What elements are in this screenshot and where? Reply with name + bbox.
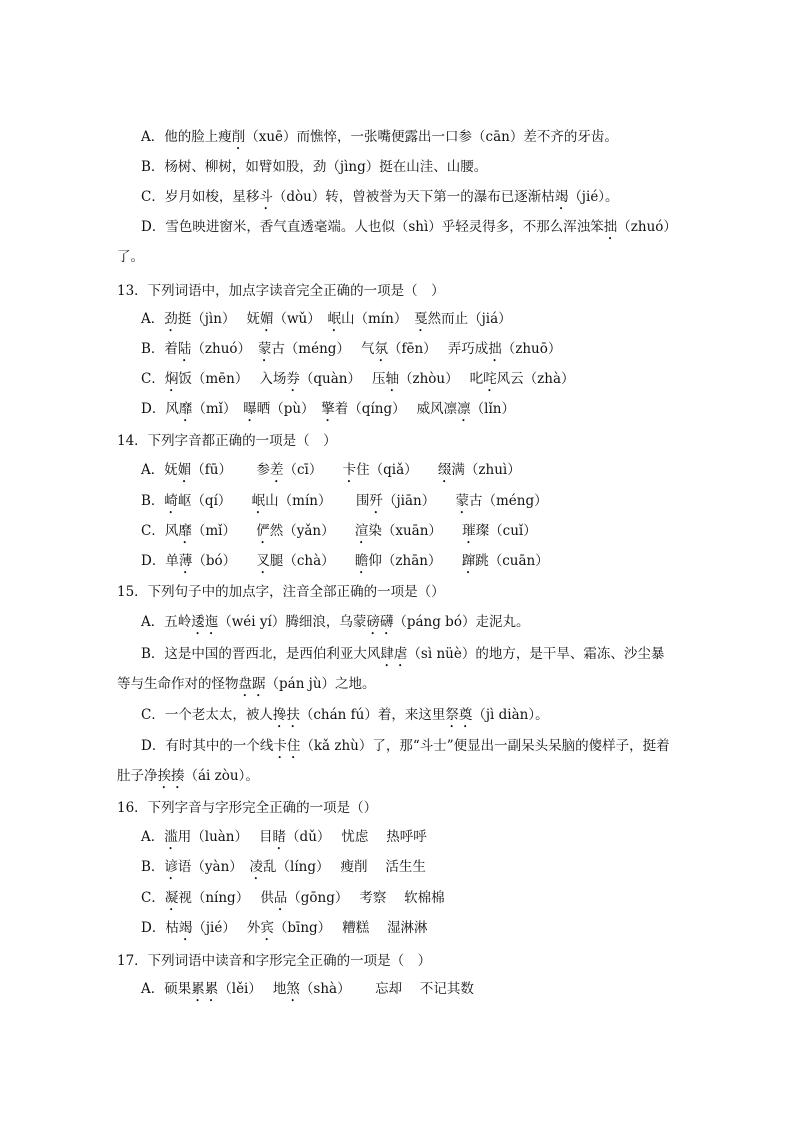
- text-segment: （dòu）转，曾被誉为天下第一的瀑布已逐渐枯: [272, 189, 555, 205]
- option-continuation: [117, 675, 376, 700]
- answer-option: [141, 889, 445, 914]
- answer-option: [141, 158, 487, 176]
- dotted-character: 品: [273, 890, 288, 906]
- dotted-character: 肆虐: [380, 646, 408, 662]
- dotted-character: 崎: [164, 493, 178, 509]
- text-segment: 16．下列字音与字形完全正确的一项是（）: [117, 800, 378, 816]
- text-segment: D．风: [141, 401, 179, 417]
- dotted-character: 滥: [164, 829, 178, 845]
- text-segment: 山（mín） 围: [265, 493, 370, 509]
- text-segment: 山（mín）: [341, 311, 415, 327]
- text-segment: A．妩: [141, 462, 178, 478]
- answer-option: [141, 645, 664, 670]
- dotted-character: 斗: [259, 189, 273, 205]
- dotted-character: 盘踞: [238, 676, 266, 692]
- dotted-character: 凛: [457, 401, 471, 417]
- text-segment: （lěi） 地: [218, 981, 287, 997]
- text-segment: 古（méng） 气: [271, 341, 375, 357]
- text-segment: 15．下列句子中的加点字，注音全部正确的一项是（）: [117, 584, 445, 600]
- text-segment: （jié） 外: [192, 920, 261, 936]
- text-segment: （gōng） 考察 软棉棉: [287, 890, 445, 906]
- answer-option: [141, 980, 474, 1005]
- dotted-character: 璀: [462, 523, 476, 539]
- question-stem: [117, 432, 337, 450]
- text-segment: 仰（zhān）: [368, 553, 462, 569]
- dotted-character: 差: [269, 462, 284, 478]
- text-segment: 了。: [117, 249, 144, 265]
- text-segment: 璨（cuǐ）: [475, 523, 537, 539]
- text-segment: C．岁月如梭，星移: [141, 189, 260, 205]
- answer-option: [141, 522, 537, 547]
- text-segment: （dǔ） 忧虑 热呼呼: [286, 829, 427, 845]
- text-segment: C．: [141, 890, 165, 906]
- dotted-character: 瞻: [354, 553, 369, 569]
- text-segment: 晒（pù）: [256, 401, 322, 417]
- answer-option: [141, 310, 512, 335]
- text-segment: （sì nüè）的地方，是干旱、霜冻、沙尘暴: [407, 646, 665, 662]
- text-segment: A．: [141, 311, 165, 327]
- dotted-character: 擎: [321, 401, 335, 417]
- option-continuation: [117, 248, 144, 266]
- dotted-character: 靡: [178, 523, 192, 539]
- text-segment: （quàn） 压: [299, 371, 386, 387]
- answer-option: [141, 858, 426, 883]
- answer-option: [141, 188, 619, 213]
- text-segment: （zhuó）: [191, 341, 258, 357]
- text-segment: （mǐ）: [192, 401, 244, 417]
- text-segment: （cī）: [283, 462, 343, 478]
- dotted-character: 祭奠: [445, 707, 473, 723]
- text-segment: D．有时其中的一个线: [141, 738, 274, 754]
- text-segment: D．单: [141, 553, 179, 569]
- text-segment: 挺（jìn） 妩: [177, 311, 260, 327]
- text-segment: 住（qiǎ）: [356, 462, 438, 478]
- question-stem: [117, 799, 377, 817]
- text-segment: A．硕果: [141, 981, 192, 997]
- answer-option: [141, 400, 515, 425]
- dotted-character: 蒙: [257, 341, 272, 357]
- option-continuation: [117, 767, 259, 792]
- text-segment: B．杨树、柳树，如臂如股，劲（jìng）挺在山洼、山腰。: [141, 159, 488, 175]
- text-segment: （zhuō）: [501, 341, 562, 357]
- dotted-character: 岷: [327, 311, 341, 327]
- dotted-character: 缀: [437, 462, 452, 478]
- dotted-character: 挨揍: [157, 768, 185, 784]
- question-stem: [117, 282, 445, 300]
- dotted-character: 歼: [369, 493, 383, 509]
- text-segment: 乱（líng） 瘦削 活生生: [263, 859, 426, 875]
- text-segment: （bīng） 糟糕 湿淋淋: [273, 920, 428, 936]
- answer-option: [141, 461, 521, 486]
- dotted-character: 曝: [243, 401, 257, 417]
- text-segment: B．着: [141, 341, 178, 357]
- text-segment: （wéi yí）腾细浪，乌蒙: [218, 614, 367, 630]
- dotted-character: 氛: [374, 341, 388, 357]
- text-segment: （zhuó）: [617, 219, 677, 235]
- answer-option: [141, 218, 677, 243]
- dotted-character: 蹿: [461, 553, 476, 569]
- text-segment: 17．下列词语中读音和字形完全正确的一项是（ ）: [117, 953, 432, 969]
- text-segment: C．: [141, 371, 165, 387]
- dotted-character: 媚: [260, 311, 274, 327]
- dotted-character: 俨: [256, 523, 270, 539]
- text-segment: （mǐ）: [191, 523, 257, 539]
- text-segment: C．风: [141, 523, 179, 539]
- text-segment: （chán fú）着，来这里: [299, 707, 446, 723]
- answer-option: [141, 919, 428, 944]
- dotted-character: 竭: [178, 920, 193, 936]
- answer-option: [141, 828, 427, 853]
- dotted-character: 岷: [251, 493, 266, 509]
- text-segment: （wǔ）: [273, 311, 328, 327]
- dotted-character: 轴: [385, 371, 399, 387]
- dotted-character: 卡住: [273, 738, 301, 754]
- dotted-character: 咤: [483, 371, 497, 387]
- dotted-character: 煞: [286, 981, 300, 997]
- dotted-character: 拙: [603, 219, 618, 235]
- text-segment: B．: [141, 859, 165, 875]
- text-segment: C．一个老太太，被人: [141, 707, 273, 723]
- dotted-character: 宾: [260, 920, 274, 936]
- dotted-character: 劲: [164, 311, 178, 327]
- dotted-character: 削: [231, 129, 246, 145]
- text-segment: （xuē）而憔悴，一张嘴便露出一口参（cān）差不齐的牙齿。: [245, 129, 618, 145]
- text-segment: 岖（qí）: [177, 493, 252, 509]
- text-segment: 视（níng） 供: [178, 890, 274, 906]
- dotted-character: 券: [286, 371, 300, 387]
- text-segment: A．他的脸上瘦: [141, 129, 232, 145]
- text-segment: 语（yàn）: [177, 859, 250, 875]
- text-segment: （kǎ zhù）了，那“斗士”便显出一副呆头呆脑的傻样子，挺着: [300, 738, 670, 754]
- text-segment: （lǐn）: [470, 401, 515, 417]
- text-segment: 用（luàn） 目: [177, 829, 273, 845]
- answer-option: [141, 128, 618, 153]
- text-segment: D．雪色映进窗米，香气直透毫端。人也似（shì）乎轻灵得多，不那么浑浊笨: [141, 219, 604, 235]
- text-segment: 古（méng）: [469, 493, 548, 509]
- text-segment: A．五岭: [141, 614, 192, 630]
- text-segment: （shà） 忘却 不记其数: [299, 981, 474, 997]
- text-segment: （ái zòu）。: [184, 768, 259, 784]
- dotted-character: 薄: [178, 553, 193, 569]
- dotted-character: 靡: [178, 401, 193, 417]
- dotted-character: 戛: [414, 311, 428, 327]
- answer-option: [141, 552, 549, 577]
- dotted-character: 陆: [177, 341, 192, 357]
- text-segment: （jì diàn）。: [472, 707, 549, 723]
- dotted-character: 睹: [272, 829, 287, 845]
- text-segment: 等与生命作对的怪物: [117, 676, 239, 692]
- answer-option: [141, 613, 529, 638]
- dotted-character: 焖: [164, 371, 179, 387]
- answer-option: [141, 370, 575, 395]
- text-segment: 风云（zhà）: [496, 371, 575, 387]
- dotted-character: 凌: [249, 859, 264, 875]
- dotted-character: 媚: [177, 462, 192, 478]
- text-segment: （jiān）: [383, 493, 456, 509]
- text-segment: B．: [141, 493, 165, 509]
- dotted-character: 谚: [164, 859, 178, 875]
- text-segment: （pán jù）之地。: [265, 676, 376, 692]
- dotted-character: 拙: [488, 341, 502, 357]
- text-segment: （páng bó）走泥丸。: [393, 614, 530, 630]
- text-segment: 饭（mēn） 入场: [178, 371, 287, 387]
- text-segment: （bó）: [192, 553, 257, 569]
- answer-option: [141, 706, 549, 731]
- dotted-character: 卡: [342, 462, 357, 478]
- dotted-character: 渲: [354, 523, 369, 539]
- text-segment: 然而止（jiá）: [427, 311, 512, 327]
- dotted-character: 累累: [191, 981, 219, 997]
- text-segment: D．枯: [141, 920, 179, 936]
- text-segment: （jié）。: [568, 189, 619, 205]
- text-segment: 肚子净: [117, 768, 158, 784]
- text-segment: （zhòu） 叱: [399, 371, 484, 387]
- text-segment: B．这是中国的晋西北，是西伯利亚大风: [141, 646, 381, 662]
- dotted-character: 竭: [554, 189, 569, 205]
- text-segment: 腿（chà）: [269, 553, 355, 569]
- text-segment: （fū） 参: [191, 462, 270, 478]
- answer-option: [141, 737, 670, 762]
- answer-option: [141, 340, 561, 365]
- text-segment: 着（qíng） 威风凛: [334, 401, 458, 417]
- text-segment: 跳（cuān）: [475, 553, 549, 569]
- text-segment: 染（xuān）: [368, 523, 463, 539]
- answer-option: [141, 492, 548, 517]
- text-segment: 满（zhuì）: [451, 462, 521, 478]
- question-stem: [117, 583, 445, 601]
- dotted-character: 凝: [164, 890, 179, 906]
- text-segment: 14．下列字音都正确的一项是（ ）: [117, 433, 337, 449]
- dotted-character: 蒙: [455, 493, 469, 509]
- text-segment: 然（yǎn）: [269, 523, 355, 539]
- dotted-character: 磅礴: [366, 614, 394, 630]
- dotted-character: 逶迤: [191, 614, 219, 630]
- text-segment: 13．下列词语中，加点字读音完全正确的一项是（ ）: [117, 283, 445, 299]
- dotted-character: 叉: [256, 553, 270, 569]
- question-stem: [117, 952, 431, 970]
- text-segment: （fēn） 弄巧成: [387, 341, 489, 357]
- dotted-character: 搀扶: [272, 707, 300, 723]
- text-segment: A．: [141, 829, 165, 845]
